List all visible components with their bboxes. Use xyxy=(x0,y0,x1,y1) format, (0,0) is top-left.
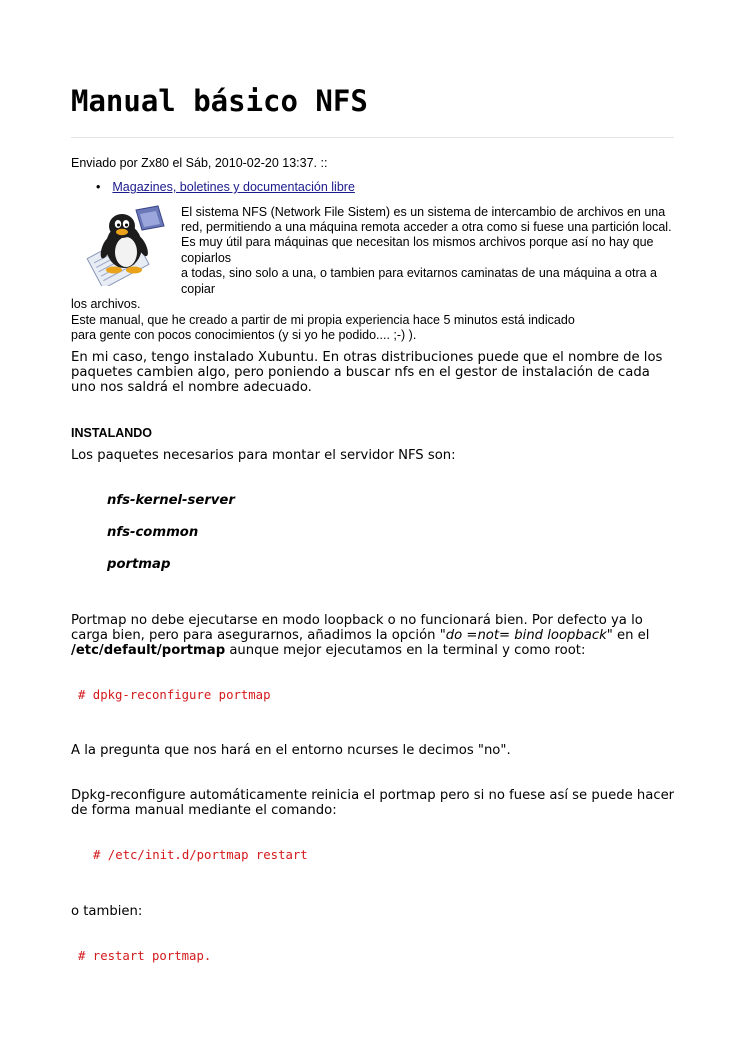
category-link[interactable]: Magazines, boletines y documentación libre xyxy=(112,180,355,194)
package-name: nfs-kernel-server xyxy=(107,493,235,508)
command-init-restart: # /etc/init.d/portmap restart xyxy=(93,848,308,862)
intro-line: a todas, sino solo a una, o tambien para evitarnos caminatas de una máquina a otra a xyxy=(181,266,657,280)
intro-line: Este manual, que he creado a partir de mi propia experiencia hace 5 minutos está indicado xyxy=(71,313,575,327)
intro-line: copiarlos xyxy=(181,251,232,265)
intro-line: los archivos. xyxy=(71,297,141,311)
paragraph-xubuntu: En mi caso, tengo instalado Xubuntu. En otras distribuciones puede que el nombre de los paquetes cambien algo, pero poniendo a buscar nfs en el gestor de instalación de cada uno nos saldrá el nombre adecuado. xyxy=(71,350,663,396)
paragraph-restart: Dpkg-reconfigure automáticamente reinicia el portmap pero si no fuese así se puede hacer de forma manual mediante el comando: xyxy=(71,788,675,819)
package-name: portmap xyxy=(107,557,171,572)
intro-line: red, permitiendo a una máquina remota acceder a otra como si fuese una partición local. xyxy=(181,220,672,234)
portmap-config-path: /etc/default/portmap xyxy=(71,643,226,659)
intro-line: copiar xyxy=(181,282,216,296)
title-divider xyxy=(71,137,674,138)
intro-line: El sistema NFS (Network File Sistem) es un sistema de intercambio de archivos en una xyxy=(181,205,666,219)
paragraph-question: A la pregunta que nos hará en el entorno ncurses le decimos "no". xyxy=(71,743,511,758)
portmap-text: " en el xyxy=(606,628,650,644)
intro-line: para gente con pocos conocimientos (y si yo he podido.... ;-) ). xyxy=(71,328,417,342)
paragraph-portmap xyxy=(71,613,677,659)
intro-line: Es muy útil para máquinas que necesitan los mismos archivos porque así no hay que xyxy=(181,235,654,249)
category-list-item xyxy=(96,180,355,194)
portmap-text: aunque mejor ejecutamos en la terminal y como root: xyxy=(225,643,586,659)
page-title: Manual básico NFS xyxy=(71,84,368,118)
post-meta: Enviado por Zx80 el Sáb, 2010-02-20 13:37. :: xyxy=(71,156,328,170)
command-restart-portmap: # restart portmap. xyxy=(78,949,212,963)
portmap-text: Portmap no debe ejecutarse en modo loopback o no funcionará bien. Por defecto ya lo carga bien, pero para asegurarnos, añadimos la opción " xyxy=(71,613,643,644)
paragraph-also: o tambien: xyxy=(71,904,143,919)
command-dpkg-reconfigure: # dpkg-reconfigure portmap xyxy=(78,688,271,702)
section-heading-installing: INSTALANDO xyxy=(71,426,153,440)
package-name: nfs-common xyxy=(107,525,199,540)
bullet-icon: • xyxy=(96,180,101,194)
tux-document-icon xyxy=(84,204,168,286)
paragraph-packages: Los paquetes necesarios para montar el servidor NFS son: xyxy=(71,448,456,463)
portmap-option: do =not= bind loopback xyxy=(445,628,607,644)
